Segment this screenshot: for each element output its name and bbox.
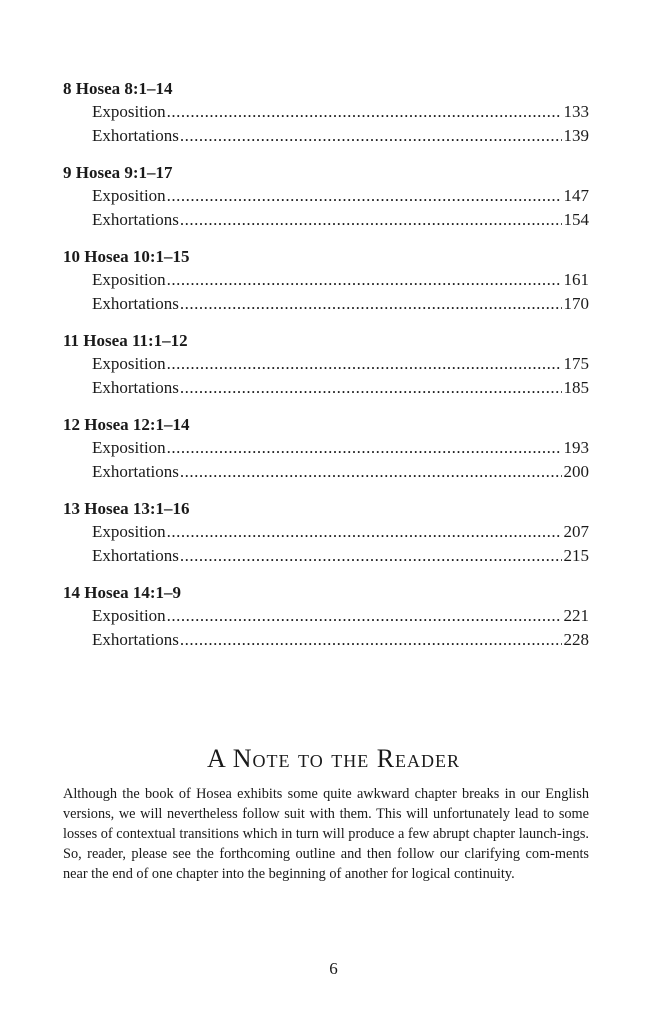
dot-leader <box>167 436 562 460</box>
toc-entry-label: Exhortations <box>92 378 179 397</box>
toc-entry <box>63 460 589 484</box>
toc-chapter <box>63 581 589 652</box>
toc-chapter <box>63 497 589 568</box>
toc-chapter-title: 10 Hosea 10:1–15 <box>63 247 190 266</box>
toc-entry-page: 193 <box>563 438 589 457</box>
toc-chapter-title: 13 Hosea 13:1–16 <box>63 499 190 518</box>
dot-leader <box>167 184 562 208</box>
toc-entry <box>63 184 589 208</box>
dot-leader <box>180 544 562 568</box>
toc-entry <box>63 544 589 568</box>
toc-entry <box>63 124 589 148</box>
note-body: Although the book of Hosea exhibits some quite awkward chapter breaks in our English versions, we will nevertheless follow suit with them. This will unfortunately lead to some losses of contextual transitions which in turn will produce a few abrupt chapter launch-ings. So, reader, please see the forthcoming outline and then follow our clarifying com-ments near the end of one chapter into the beginning of another for logical continuity. <box>63 786 589 882</box>
toc-chapter-title: 14 Hosea 14:1–9 <box>63 583 182 602</box>
toc-entry-label: Exposition <box>92 606 166 625</box>
toc-entry <box>63 628 589 652</box>
toc-entry-label: Exhortations <box>92 546 179 565</box>
toc-entry-label: Exhortations <box>92 126 179 145</box>
dot-leader <box>180 376 562 400</box>
dot-leader <box>167 352 562 376</box>
toc-entry-label: Exhortations <box>92 462 179 481</box>
toc-entry-label: Exhortations <box>92 210 179 229</box>
toc-entry-label: Exposition <box>92 102 166 121</box>
toc-chapter <box>63 413 589 484</box>
dot-leader <box>167 604 562 628</box>
note-heading: A Note to the Reader <box>206 744 461 773</box>
dot-leader <box>180 460 562 484</box>
toc-entry-page: 147 <box>563 186 589 205</box>
toc-chapter <box>63 329 589 400</box>
dot-leader <box>167 100 562 124</box>
dot-leader <box>167 520 562 544</box>
toc-entry <box>63 352 589 376</box>
toc-entry-label: Exposition <box>92 186 166 205</box>
toc-entry-label: Exposition <box>92 438 166 457</box>
toc-entry-page: 200 <box>563 462 589 481</box>
toc-entry-page: 133 <box>563 102 589 121</box>
toc-entry <box>63 268 589 292</box>
toc-chapter <box>63 77 589 148</box>
toc-entry-page: 207 <box>563 522 589 541</box>
toc-chapter-title: 8 Hosea 8:1–14 <box>63 79 173 98</box>
toc-entry-label: Exhortations <box>92 630 179 649</box>
dot-leader <box>180 292 562 316</box>
dot-leader <box>180 124 562 148</box>
toc-entry-label: Exposition <box>92 522 166 541</box>
toc-entry-page: 154 <box>563 210 589 229</box>
dot-leader <box>180 208 562 232</box>
toc-entry <box>63 292 589 316</box>
toc-entry <box>63 376 589 400</box>
toc-entry-label: Exposition <box>92 270 166 289</box>
toc-entry-page: 185 <box>563 378 589 397</box>
toc-entry-page: 228 <box>563 630 589 649</box>
toc-chapter-title: 12 Hosea 12:1–14 <box>63 415 190 434</box>
toc-entry-page: 221 <box>563 606 589 625</box>
toc-entry <box>63 436 589 460</box>
toc-chapter-title: 9 Hosea 9:1–17 <box>63 163 173 182</box>
toc-chapter-title: 11 Hosea 11:1–12 <box>63 331 188 350</box>
dot-leader <box>167 268 562 292</box>
toc-chapter <box>63 245 589 316</box>
toc-entry-page: 215 <box>563 546 589 565</box>
toc-entry-page: 161 <box>563 270 589 289</box>
toc-entry <box>63 100 589 124</box>
table-of-contents <box>63 77 589 665</box>
toc-entry-page: 175 <box>563 354 589 373</box>
toc-entry <box>63 520 589 544</box>
dot-leader <box>180 628 562 652</box>
toc-entry-page: 139 <box>563 126 589 145</box>
toc-entry-page: 170 <box>563 294 589 313</box>
page-number: 6 <box>329 959 338 978</box>
toc-entry-label: Exhortations <box>92 294 179 313</box>
toc-entry-label: Exposition <box>92 354 166 373</box>
toc-chapter <box>63 161 589 232</box>
toc-entry <box>63 604 589 628</box>
toc-entry <box>63 208 589 232</box>
